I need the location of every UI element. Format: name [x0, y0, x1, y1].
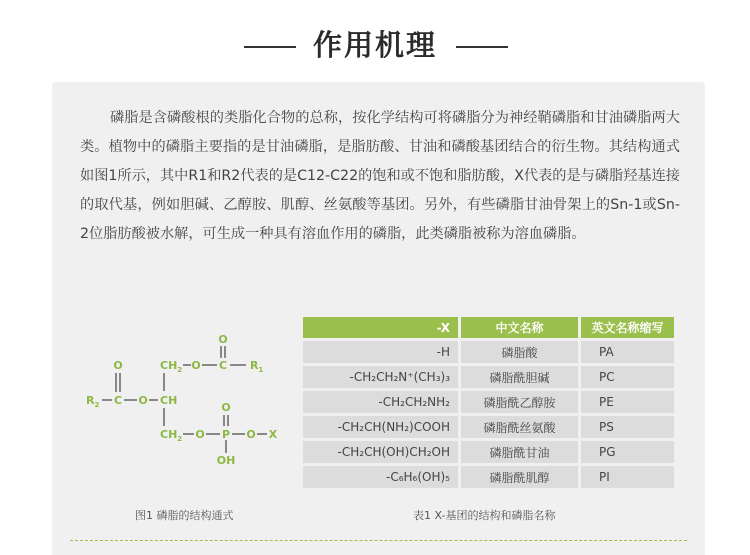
formula-bonds	[102, 346, 267, 453]
table-cell-abbreviation: PA	[581, 341, 674, 363]
x-group-table	[300, 314, 677, 491]
content-panel	[52, 82, 705, 555]
formula-o-ester: O	[138, 394, 148, 407]
table-row	[303, 441, 674, 463]
formula-p: P	[221, 428, 231, 441]
dashed-divider	[70, 540, 687, 541]
formula-r2: $R_2$	[86, 394, 100, 409]
table-cell-abbreviation: PI	[581, 466, 674, 488]
table-header-row	[303, 317, 674, 338]
formula-o-p-right: O	[246, 428, 256, 441]
table-header-abbreviation: 英文名称缩写	[581, 317, 674, 338]
formula-o-p-top: O	[221, 401, 231, 414]
table-cell-abbreviation: PG	[581, 441, 674, 463]
table-cell-chinese-name: 磷脂酰丝氨酸	[461, 416, 578, 438]
table-cell-x: -C₆H₆(OH)₅	[303, 466, 458, 488]
table-cell-abbreviation: PE	[581, 391, 674, 413]
heading-dash-left	[244, 46, 296, 48]
figure-caption: 图1 磷脂的结构通式	[135, 509, 234, 522]
table-cell-x: -CH₂CH(OH)CH₂OH	[303, 441, 458, 463]
table-row	[303, 366, 674, 388]
intro-paragraph: 磷脂是含磷酸根的类脂化合物的总称，按化学结构可将磷脂分为神经鞘磷脂和甘油磷脂两大类。植物中的磷脂主要指的是甘油磷脂，是脂肪酸、甘油和磷酸基团结合的衍生物。其结构通式如图1所示，其中R1和R2代表的是C12-C22的饱和或不饱和脂肪酸，X代表的是与磷脂羟基连接的取代基，例如胆碱、乙醇胺、肌醇、丝氨酸等基团。另外，有些磷脂甘油骨架上的Sn-1或Sn-2位脂肪酸被水解，可生成一种具有溶血作用的磷脂，此类磷脂被称为溶血磷脂。	[80, 110, 680, 242]
formula-oh: OH	[216, 454, 236, 467]
table-cell-chinese-name: 磷脂酰肌醇	[461, 466, 578, 488]
table-row	[303, 391, 674, 413]
page-title: 作用机理	[312, 28, 437, 62]
table-header-x: -X	[303, 317, 458, 338]
formula-ch2-bottom: $CH_2$	[160, 428, 183, 443]
formula-ch2-top: $CH_2$	[160, 359, 183, 374]
table-cell-chinese-name: 磷脂酰胆碱	[461, 366, 578, 388]
formula-x: X	[268, 428, 278, 441]
table-cell-chinese-name: 磷脂酰乙醇胺	[461, 391, 578, 413]
table-header-chinese-name: 中文名称	[461, 317, 578, 338]
page-heading	[0, 22, 750, 68]
formula-o-left: O	[113, 359, 123, 372]
formula-r1: $R_1$	[250, 359, 264, 374]
table-cell-x: -CH₂CH₂NH₂	[303, 391, 458, 413]
formula-o-bottom: O	[195, 428, 205, 441]
formula-o-top-ester: O	[191, 359, 201, 372]
table-cell-chinese-name: 磷脂酰甘油	[461, 441, 578, 463]
table-cell-abbreviation: PC	[581, 366, 674, 388]
table-row	[303, 416, 674, 438]
formula-c-top: C	[218, 359, 228, 372]
table-cell-x: -H	[303, 341, 458, 363]
table-row	[303, 341, 674, 363]
table-caption: 表1 X-基团的结构和磷脂名称	[413, 509, 556, 522]
table-cell-x: -CH₂CH(NH₂)COOH	[303, 416, 458, 438]
table-cell-abbreviation: PS	[581, 416, 674, 438]
table-row	[303, 466, 674, 488]
heading-dash-right	[456, 46, 508, 48]
formula-ch: CH	[160, 394, 178, 407]
phospholipid-structure-formula	[80, 327, 290, 477]
table-cell-x: -CH₂CH₂N⁺(CH₃)₃	[303, 366, 458, 388]
formula-o-top: O	[218, 333, 228, 346]
table-cell-chinese-name: 磷脂酸	[461, 341, 578, 363]
formula-c-left: C	[113, 394, 123, 407]
